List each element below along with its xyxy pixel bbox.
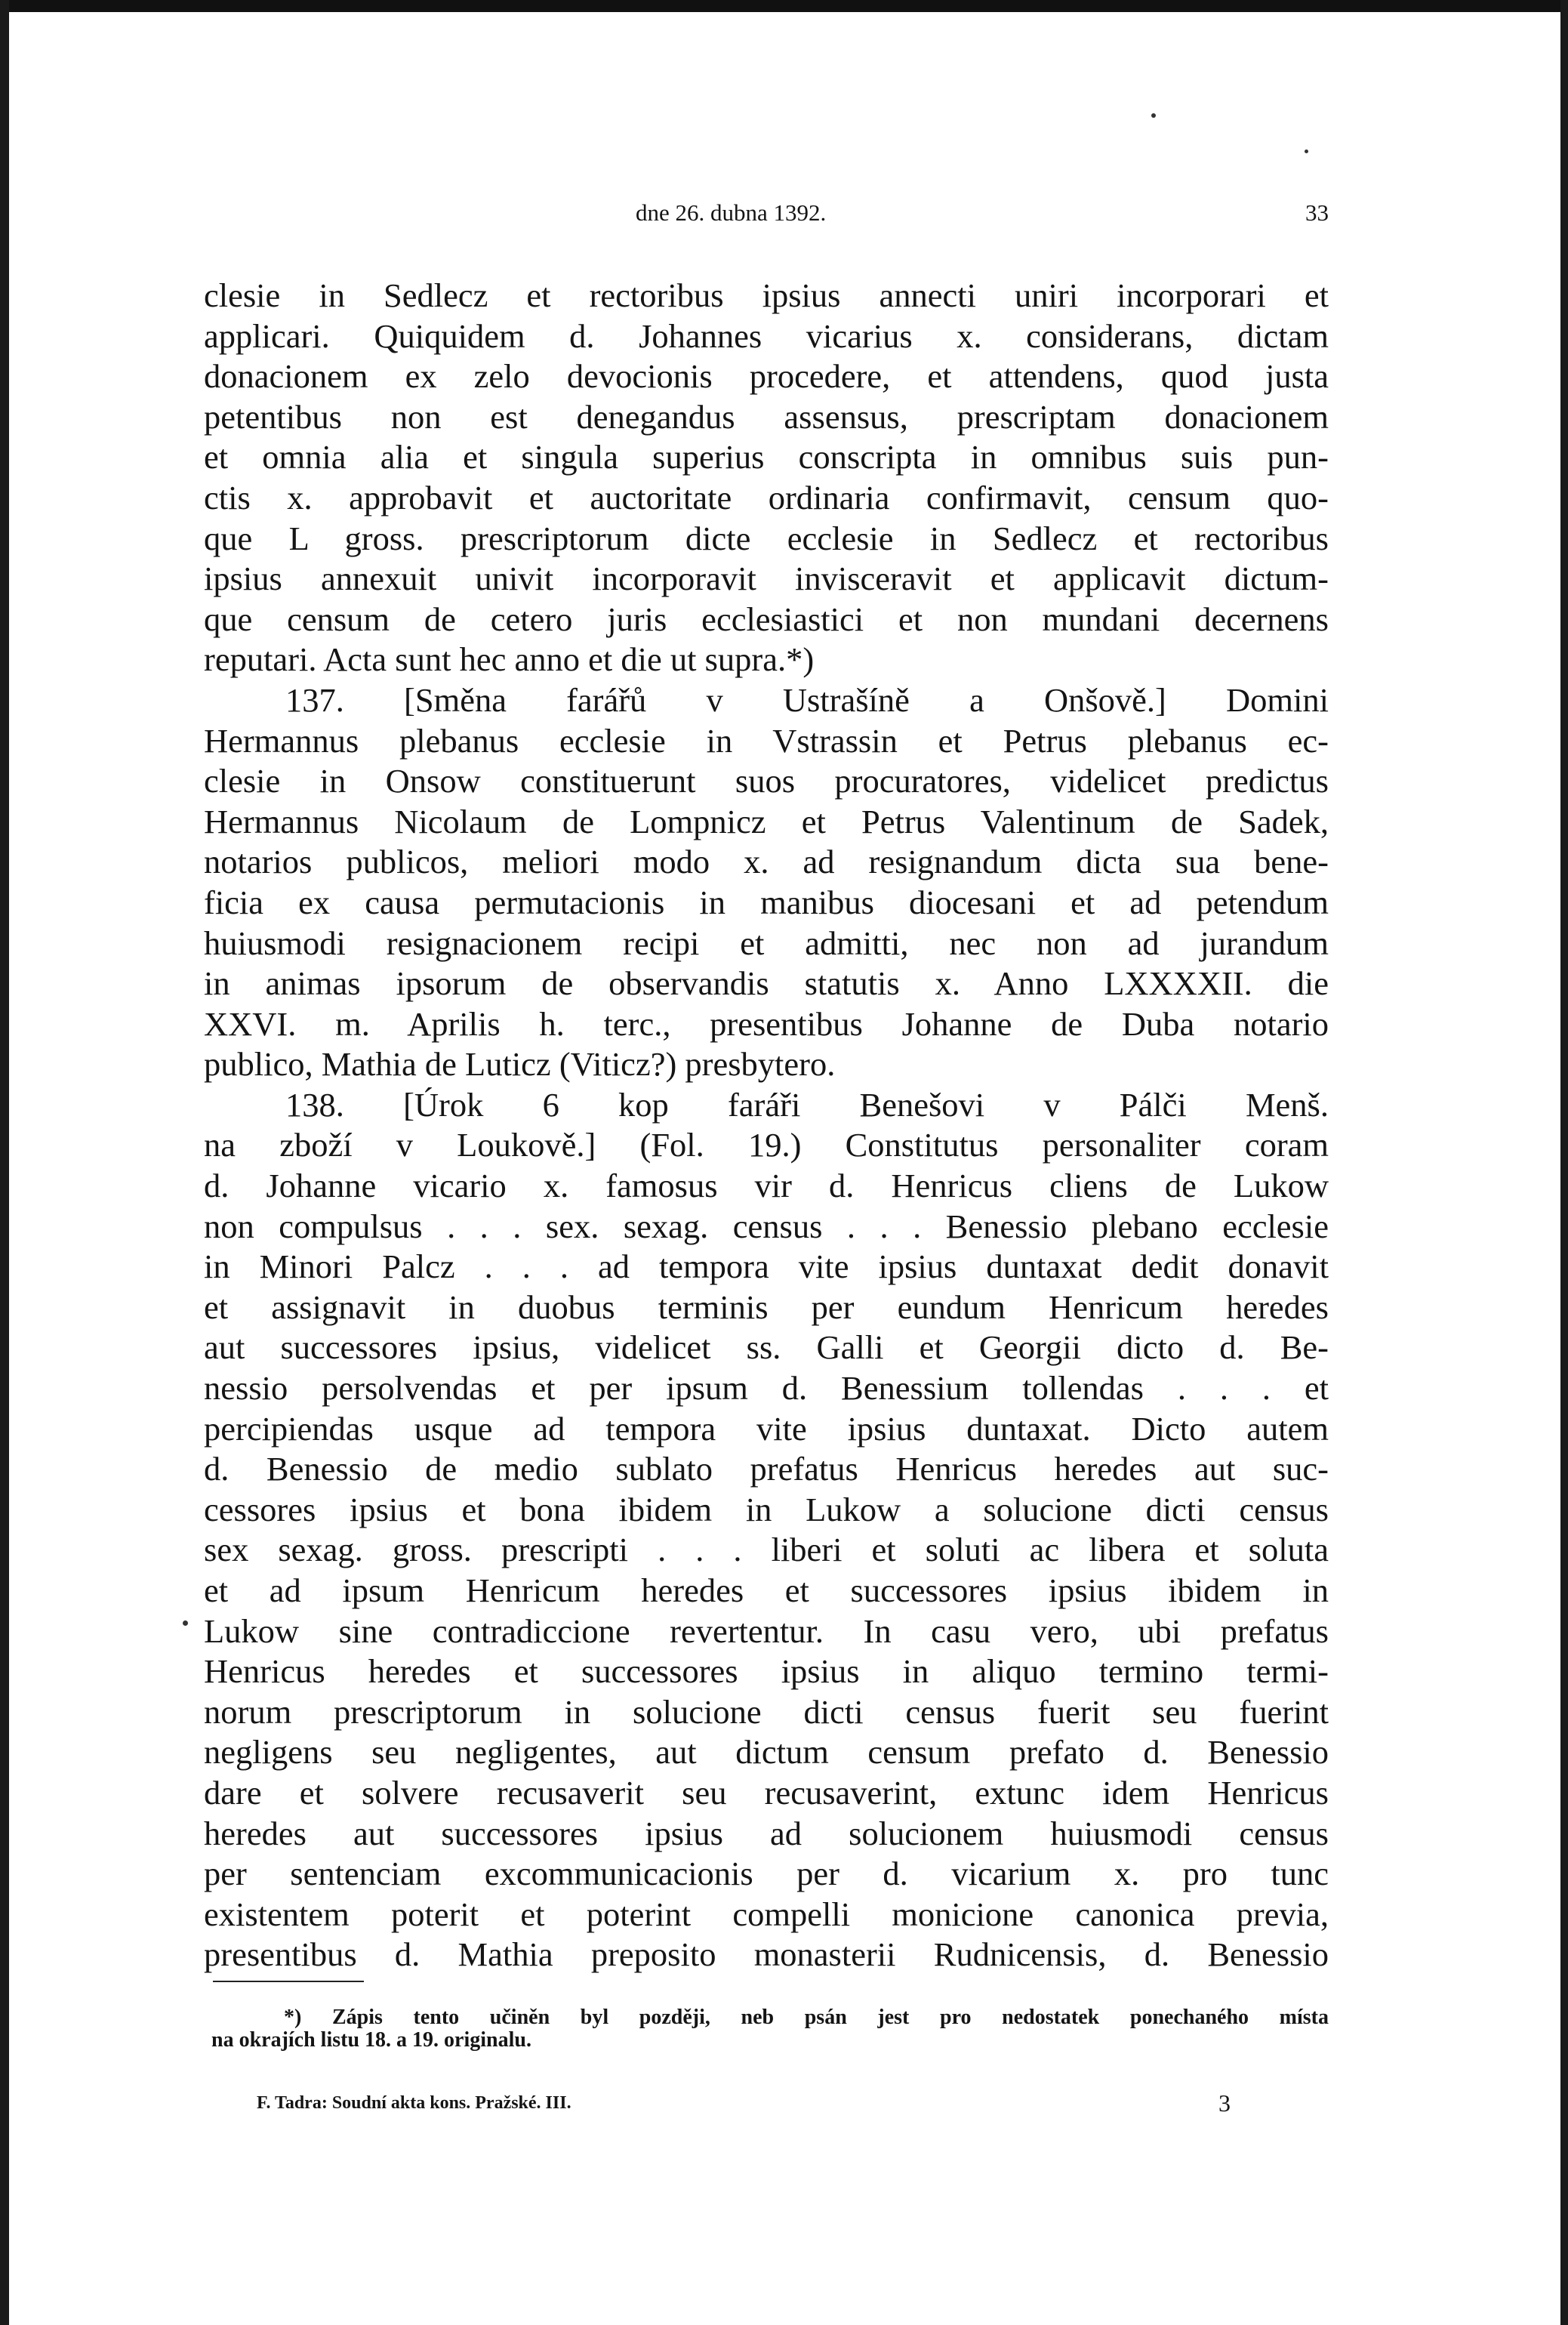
text-line: publico, Mathia de Luticz (Viticz?) presbytero. <box>204 1045 836 1084</box>
text-line: na zboží v Loukově.] (Fol. 19.) Constitutus personaliter coram <box>204 1126 1329 1164</box>
text-line: Henricus heredes et successores ipsius in aliquo termino termi- <box>204 1652 1329 1691</box>
scan-speck <box>1305 150 1308 153</box>
text-line: et omnia alia et singula superius conscripta in omnibus suis pun- <box>204 438 1329 476</box>
text-line: sex sexag. gross. prescripti . . . liberi et soluti ac libera et soluta <box>204 1531 1329 1569</box>
text-line: Hermannus plebanus ecclesie in Vstrassin et Petrus plebanus ec- <box>204 721 1329 760</box>
text-line: clesie in Sedlecz et rectoribus ipsius annecti uniri incorporari et <box>204 276 1329 314</box>
footnote-line: *) Zápis tento učiněn byl později, neb psán jest pro nedostatek ponechaného místa <box>284 2006 1329 2029</box>
text-line: ipsius annexuit univit incorporavit invisceravit et applicavit dictum- <box>204 560 1329 598</box>
text-line: in animas ipsorum de observandis statutis x. Anno LXXXXII. die <box>204 964 1329 1003</box>
scan-speck <box>1151 113 1156 118</box>
footnote <box>211 2006 1329 2052</box>
footnote-divider <box>213 1981 364 1982</box>
text-line: et assignavit in duobus terminis per eundum Henricum heredes <box>204 1287 1329 1326</box>
text-line: non compulsus . . . sex. sexag. census . . . Benessio plebano ecclesie <box>204 1207 1329 1245</box>
text-line: cessores ipsius et bona ibidem in Lukow a solucione dicti census <box>204 1490 1329 1528</box>
page-number: 33 <box>1305 199 1329 226</box>
text-line: negligens seu negligentes, aut dictum censum prefato d. Benessio <box>204 1733 1329 1772</box>
text-line: nessio persolvendas et per ipsum d. Benessium tollendas . . . et <box>204 1369 1329 1408</box>
text-line: huiusmodi resignacionem recipi et admitti, nec non ad jurandum <box>204 924 1329 962</box>
text-line: existentem poterit et poterint compelli monicione canonica previa, <box>204 1895 1329 1933</box>
text-line: que censum de cetero juris ecclesiastici et non mundani decernens <box>204 600 1329 638</box>
scan-edge-left <box>0 0 9 2325</box>
scan-speck <box>183 1620 188 1626</box>
text-line: clesie in Onsow constituerunt suos procuratores, videlicet predictus <box>204 762 1329 800</box>
text-line: percipiendas usque ad tempora vite ipsius duntaxat. Dicto autem <box>204 1409 1329 1448</box>
running-head <box>204 198 1329 228</box>
text-line: Lukow sine contradiccione revertentur. In casu vero, ubi prefatus <box>204 1611 1329 1650</box>
page-footer <box>257 2088 1231 2118</box>
text-line: presentibus d. Mathia preposito monasterii Rudnicensis, d. Benessio <box>204 1935 1329 1974</box>
body-text <box>204 276 1329 1975</box>
text-line: que L gross. prescriptorum dicte ecclesie in Sedlecz et rectoribus <box>204 519 1329 557</box>
text-line: et ad ipsum Henricum heredes et successores ipsius ibidem in <box>204 1571 1329 1609</box>
text-line: in Minori Palcz . . . ad tempora vite ipsius duntaxat dedit donavit <box>204 1247 1329 1286</box>
text-line: dare et solvere recusaverit seu recusaverint, extunc idem Henricus <box>204 1773 1329 1812</box>
text-line: petentibus non est denegandus assensus, prescriptam donacionem <box>204 397 1329 436</box>
signature-mark: 3 <box>1218 2089 1231 2117</box>
footer-citation: F. Tadra: Soudní akta kons. Pražské. III. <box>257 2093 571 2113</box>
text-line: ficia ex causa permutacionis in manibus diocesani et ad petendum <box>204 883 1329 921</box>
entry-137-heading-line: 137. [Směna farářů v Ustrašíně a Onšově.] Domini <box>285 680 1329 719</box>
text-line: per sentenciam excommunicacionis per d. vicarium x. pro tunc <box>204 1855 1329 1893</box>
text-line: XXVI. m. Aprilis h. terc., presentibus Johanne de Duba notario <box>204 1004 1329 1043</box>
text-line: Hermannus Nicolaum de Lompnicz et Petrus Valentinum de Sadek, <box>204 802 1329 840</box>
text-line: applicari. Quiquidem d. Johannes vicarius x. considerans, dictam <box>204 316 1329 355</box>
text-line: notarios publicos, meliori modo x. ad resignandum dicta sua bene- <box>204 843 1329 881</box>
text-line: donacionem ex zelo devocionis procedere, et attendens, quod justa <box>204 357 1329 396</box>
text-line: ctis x. approbavit et auctoritate ordinaria confirmavit, censum quo- <box>204 478 1329 516</box>
scan-edge-right <box>1560 0 1568 2325</box>
text-line: reputari. Acta sunt hec anno et die ut supra.*) <box>204 640 815 679</box>
text-line: aut successores ipsius, videlicet ss. Galli et Georgii dicto d. Be- <box>204 1328 1329 1367</box>
scan-edge-top <box>0 0 1568 12</box>
text-line: heredes aut successores ipsius ad solucionem huiusmodi census <box>204 1814 1329 1852</box>
text-line: d. Benessio de medio sublato prefatus Henricus heredes aut suc- <box>204 1450 1329 1488</box>
text-line: d. Johanne vicario x. famosus vir d. Henricus cliens de Lukow <box>204 1167 1329 1205</box>
running-head-title: dne 26. dubna 1392. <box>636 199 827 226</box>
entry-138-heading-line: 138. [Úrok 6 kop faráři Benešovi v Pálči Menš. <box>285 1085 1329 1124</box>
text-line: norum prescriptorum in solucione dicti census fuerit seu fuerint <box>204 1692 1329 1731</box>
footnote-line: na okrajích listu 18. a 19. originalu. <box>211 2028 531 2052</box>
